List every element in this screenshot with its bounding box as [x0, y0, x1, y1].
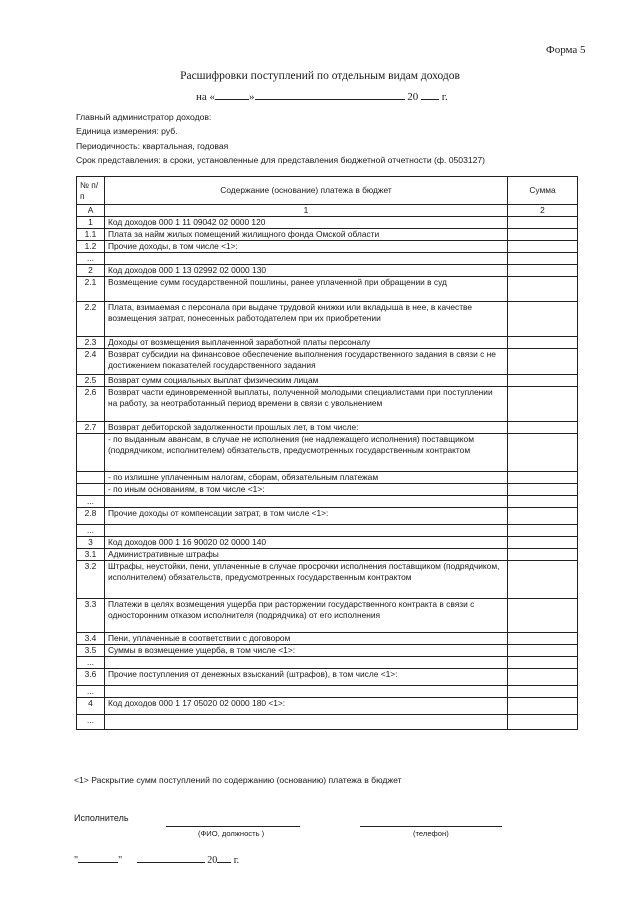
- row-number: 2.8: [77, 508, 105, 525]
- table-row: [77, 525, 578, 537]
- table-row: [77, 633, 578, 645]
- table-row: [77, 715, 578, 730]
- date-year: 20: [407, 91, 419, 103]
- row-number: 2.7: [77, 422, 105, 434]
- year-blank: [421, 88, 439, 100]
- row-amount: [508, 277, 578, 302]
- row-amount: [508, 422, 578, 434]
- row-content: [105, 715, 508, 730]
- sign-date-open: ": [74, 855, 79, 866]
- row-number: ...: [77, 686, 105, 698]
- table-row: [77, 686, 578, 698]
- row-number: 2.6: [77, 387, 105, 422]
- row-content: Прочие поступления от денежных взысканий (штрафов), в том числе <1>:: [105, 669, 508, 686]
- row-content: [105, 686, 508, 698]
- col-index-2: 2: [508, 205, 578, 217]
- row-amount: [508, 375, 578, 387]
- row-amount: [508, 669, 578, 686]
- meta-unit: Единица измерения: руб.: [76, 126, 178, 136]
- row-amount: [508, 537, 578, 549]
- meta-deadline: Срок представления: в сроки, установленные для представления бюджетной отчетности (ф. 0503127): [76, 155, 486, 165]
- row-content: Возврат субсидии на финансовое обеспечение выполнения государственного задания в связи с не достижением показателей государственного задания: [105, 349, 508, 375]
- sign-date-suffix: г.: [233, 855, 240, 866]
- sign-year-blank: [217, 851, 231, 863]
- row-number: [77, 434, 105, 472]
- row-number: [77, 484, 105, 496]
- name-signature-line: [166, 826, 300, 827]
- row-number: 3.6: [77, 669, 105, 686]
- day-blank: [215, 88, 249, 100]
- row-number: ...: [77, 715, 105, 730]
- phone-caption: (телефон): [413, 829, 449, 838]
- row-amount: [508, 561, 578, 599]
- row-amount: [508, 686, 578, 698]
- row-content: Код доходов 000 1 13 02992 02 0000 130: [105, 265, 508, 277]
- date-mid: »: [249, 91, 255, 103]
- row-number: ...: [77, 496, 105, 508]
- executor-label: Исполнитель: [74, 813, 129, 823]
- table-row: [77, 472, 578, 484]
- row-amount: [508, 525, 578, 537]
- row-content: Штрафы, неустойки, пени, уплаченные в случае просрочки исполнения поставщиком (подрядчиком, исполнителем) обязательств, предусмотренных государственным контрактом: [105, 561, 508, 599]
- table-row: [77, 657, 578, 669]
- row-number: 2.4: [77, 349, 105, 375]
- row-content: Код доходов 000 1 16 90020 02 0000 140: [105, 537, 508, 549]
- sign-day-blank: [78, 851, 118, 863]
- row-amount: [508, 508, 578, 525]
- row-amount: [508, 387, 578, 422]
- header-number: № п/п: [77, 177, 105, 205]
- sign-date-close: ": [118, 855, 123, 866]
- row-amount: [508, 302, 578, 337]
- row-number: ...: [77, 525, 105, 537]
- row-amount: [508, 472, 578, 484]
- row-content: Доходы от возмещения выплаченной заработной платы персоналу: [105, 337, 508, 349]
- row-number: 2.1: [77, 277, 105, 302]
- row-number: 3.4: [77, 633, 105, 645]
- row-number: 4: [77, 698, 105, 715]
- row-amount: [508, 698, 578, 715]
- table-row: [77, 277, 578, 302]
- row-number: 1.1: [77, 229, 105, 241]
- row-number: 1: [77, 217, 105, 229]
- row-amount: [508, 633, 578, 645]
- row-content: Возмещение сумм государственной пошлины, ранее уплаченной при обращении в суд: [105, 277, 508, 302]
- month-blank: [255, 88, 405, 100]
- row-number: 2.2: [77, 302, 105, 337]
- row-amount: [508, 715, 578, 730]
- row-content: - по выданным авансам, в случае не исполнения (не надлежащего исполнения) поставщиком (подрядчиком, исполнителем) обязательств, предусмотренных государственным контрактом: [105, 434, 508, 472]
- row-number: 3.2: [77, 561, 105, 599]
- form-number: Форма 5: [546, 44, 586, 56]
- table-row: [77, 253, 578, 265]
- row-amount: [508, 496, 578, 508]
- row-number: ...: [77, 253, 105, 265]
- row-number: ...: [77, 657, 105, 669]
- row-number: 2.5: [77, 375, 105, 387]
- table-row: [77, 422, 578, 434]
- table-row: [77, 241, 578, 253]
- table-row: [77, 349, 578, 375]
- row-number: 2.3: [77, 337, 105, 349]
- row-content: Код доходов 000 1 17 05020 02 0000 180 <1>:: [105, 698, 508, 715]
- table-row: [77, 508, 578, 525]
- row-number: 3: [77, 537, 105, 549]
- row-content: Код доходов 000 1 11 09042 02 0000 120: [105, 217, 508, 229]
- table-row: [77, 698, 578, 715]
- row-content: Плата за найм жилых помещений жилищного фонда Омской области: [105, 229, 508, 241]
- row-number: 3.1: [77, 549, 105, 561]
- meta-administrator: Главный администратор доходов:: [76, 112, 212, 122]
- row-number: 3.3: [77, 599, 105, 633]
- row-amount: [508, 657, 578, 669]
- phone-signature-line: [360, 826, 502, 827]
- row-content: [105, 496, 508, 508]
- table-row: [77, 537, 578, 549]
- date-suffix: г.: [441, 91, 448, 103]
- row-number: [77, 472, 105, 484]
- table-row: [77, 337, 578, 349]
- report-date-line: [196, 88, 448, 103]
- table-row: [77, 265, 578, 277]
- col-index-a: А: [77, 205, 105, 217]
- table-row: [77, 669, 578, 686]
- row-amount: [508, 599, 578, 633]
- row-amount: [508, 549, 578, 561]
- table-row: [77, 375, 578, 387]
- table-row: [77, 549, 578, 561]
- row-content: Возврат сумм социальных выплат физическим лицам: [105, 375, 508, 387]
- row-content: - по излишне уплаченным налогам, сборам, обязательным платежам: [105, 472, 508, 484]
- row-amount: [508, 217, 578, 229]
- table-row: [77, 434, 578, 472]
- date-prefix: на «: [196, 91, 216, 103]
- table-row: [77, 387, 578, 422]
- table-row: [77, 599, 578, 633]
- column-index-row: [77, 205, 578, 217]
- row-amount: [508, 229, 578, 241]
- row-amount: [508, 241, 578, 253]
- row-content: Пени, уплаченные в соответствии с договором: [105, 633, 508, 645]
- row-content: Прочие доходы, в том числе <1>:: [105, 241, 508, 253]
- row-amount: [508, 484, 578, 496]
- table-row: [77, 496, 578, 508]
- row-content: [105, 657, 508, 669]
- row-content: [105, 253, 508, 265]
- table-row: [77, 561, 578, 599]
- row-content: [105, 525, 508, 537]
- header-amount: Сумма: [508, 177, 578, 205]
- sign-month-blank: [137, 851, 205, 863]
- row-amount: [508, 645, 578, 657]
- meta-periodicity: Периодичность: квартальная, годовая: [76, 141, 229, 151]
- row-amount: [508, 349, 578, 375]
- row-content: Платежи в целях возмещения ущерба при расторжении государственного контракта в связи с односторонним отказом исполнителя (подрядчика) от его исполнения: [105, 599, 508, 633]
- sign-date-year: 20: [207, 855, 218, 866]
- row-number: 3.5: [77, 645, 105, 657]
- row-number: 2: [77, 265, 105, 277]
- row-content: - по иным основаниям, в том числе <1>:: [105, 484, 508, 496]
- header-content: Содержание (основание) платежа в бюджет: [105, 177, 508, 205]
- name-caption: (ФИО, должность ): [198, 829, 265, 838]
- row-content: Возврат дебиторской задолженности прошлых лет, в том числе:: [105, 422, 508, 434]
- document-title: Расшифровки поступлений по отдельным видам доходов: [180, 70, 460, 82]
- table-row: [77, 229, 578, 241]
- row-number: 1.2: [77, 241, 105, 253]
- table-row: [77, 645, 578, 657]
- row-amount: [508, 253, 578, 265]
- footnote: <1> Раскрытие сумм поступлений по содержанию (основанию) платежа в бюджет: [74, 775, 402, 785]
- row-content: Прочие доходы от компенсации затрат, в том числе <1>:: [105, 508, 508, 525]
- col-index-1: 1: [105, 205, 508, 217]
- row-content: Плата, взимаемая с персонала при выдаче трудовой книжки или вкладыша в нее, в качестве возмещения затрат, понесенных работодателем при их приобретении: [105, 302, 508, 337]
- row-content: Суммы в возмещение ущерба, в том числе <1>:: [105, 645, 508, 657]
- row-amount: [508, 337, 578, 349]
- row-content: Административные штрафы: [105, 549, 508, 561]
- sign-date-line: [74, 851, 239, 866]
- table-row: [77, 302, 578, 337]
- table-row: [77, 484, 578, 496]
- revenue-table: [76, 176, 578, 730]
- row-content: Возврат части единовременной выплаты, полученной молодыми специалистами при поступлении на работу, за неотработанный период времени в связи с увольнением: [105, 387, 508, 422]
- row-amount: [508, 434, 578, 472]
- table-row: [77, 217, 578, 229]
- table-header-row: [77, 177, 578, 205]
- row-amount: [508, 265, 578, 277]
